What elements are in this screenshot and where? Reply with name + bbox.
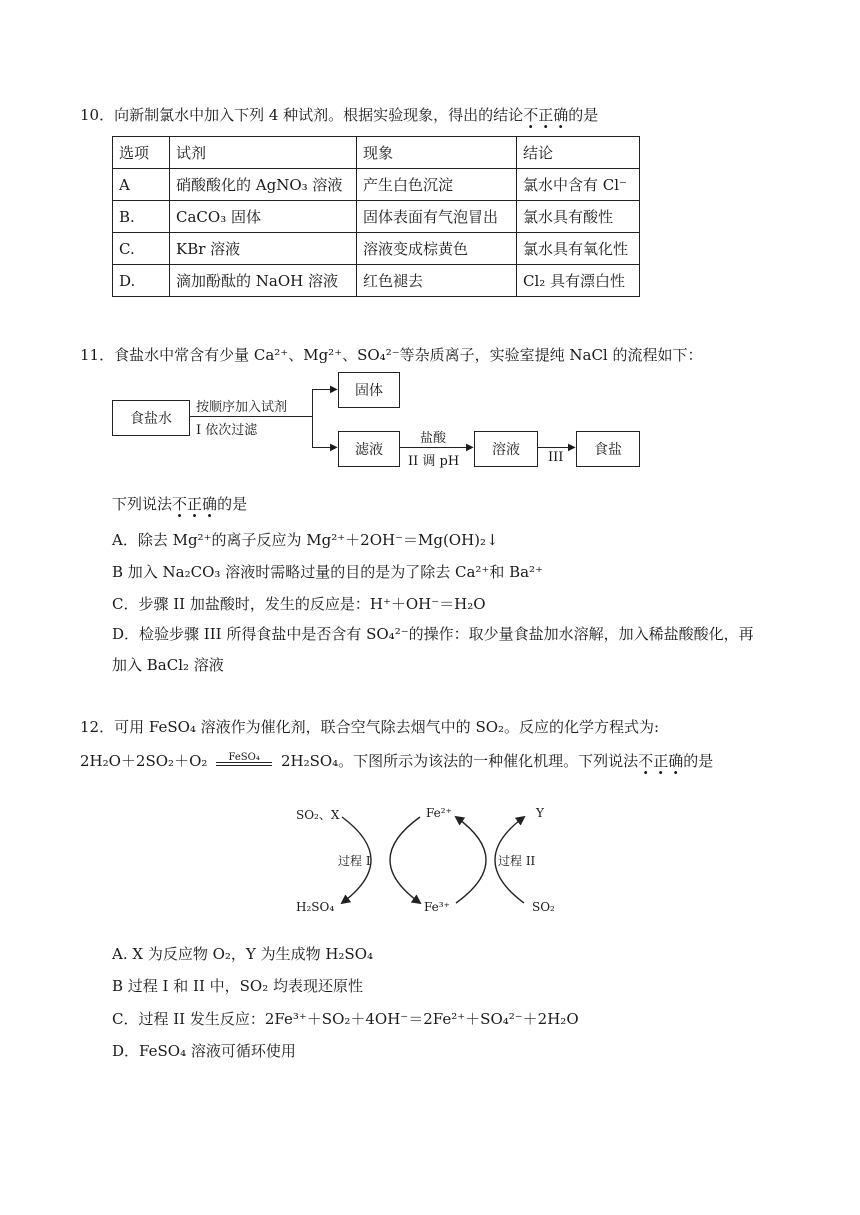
flow-line — [190, 416, 312, 417]
stem-text: 的是 — [568, 106, 599, 124]
option-c: C．过程 II 发生反应：2Fe³⁺＋SO₂＋4OH⁻＝2Fe²⁺＋SO₄²⁻＋2H₂O — [112, 1010, 579, 1028]
question-10-stem — [80, 104, 598, 125]
emphasis-char: 不 — [638, 752, 654, 770]
flow-step2-label: 盐酸 — [420, 431, 447, 446]
question-number: 12． — [80, 718, 115, 736]
arrow-right-icon: ▶ — [330, 442, 338, 453]
option-a: A．除去 Mg²⁺的离子反应为 Mg²⁺＋2OH⁻＝Mg(OH)₂↓ — [112, 531, 499, 549]
arrow-right-icon: ▶ — [568, 442, 576, 453]
label-process-2: 过程 II — [498, 854, 536, 868]
table-cell: 产生白色沉淀 — [357, 169, 517, 201]
flow-box-product: 食盐 — [576, 431, 640, 467]
catalyst-label: FeSO₄ — [228, 752, 260, 763]
table-cell: 滴加酚酞的 NaOH 溶液 — [170, 265, 357, 297]
flow-step3-label: III — [548, 450, 564, 465]
option-d: D．FeSO₄ 溶液可循环使用 — [112, 1042, 296, 1060]
stem-text: 可用 FeSO₄ 溶液作为催化剂，联合空气除去烟气中的 SO₂。反应的化学方程式为: — [114, 718, 660, 736]
option-b: B 过程 I 和 II 中，SO₂ 均表现还原性 — [112, 977, 363, 995]
arrow-right-icon: ▶ — [466, 442, 474, 453]
label-y: Y — [536, 806, 544, 820]
label-fe3: Fe³⁺ — [424, 900, 450, 914]
flow-step2-label: II 调 pH — [408, 454, 460, 469]
equation-right: 2H₂SO₄。下图所示为该法的一种催化机理。下列说法 — [280, 752, 639, 770]
emphasis-char: 正 — [187, 495, 203, 513]
emphasis-char: 确 — [553, 106, 569, 124]
question-11-stem — [80, 344, 703, 365]
emphasis-char: 确 — [668, 752, 684, 770]
question-12-stem — [80, 716, 659, 737]
header-cell: 现象 — [357, 137, 517, 169]
flow-step1-label: I 依次过滤 — [196, 423, 258, 438]
option-c: C．步骤 II 加盐酸时，发生的反应是：H⁺＋OH⁻＝H₂O — [112, 595, 486, 613]
emphasis-char: 不 — [172, 495, 188, 513]
question-number: 11． — [80, 346, 115, 364]
stem-text: 的是 — [217, 495, 248, 513]
table-header-row — [113, 137, 640, 169]
table-cell: 氯水具有氧化性 — [517, 233, 640, 265]
table-cell: 溶液变成棕黄色 — [357, 233, 517, 265]
question-11-ask — [112, 493, 247, 514]
option-a: A. X 为反应物 O₂，Y 为生成物 H₂SO₄ — [112, 945, 374, 963]
stem-text: 向新制氯水中加入下列 4 种试剂。根据实验现象，得出的结论 — [114, 106, 524, 124]
option-d: D．检验步骤 III 所得食盐中是否含有 SO₄²⁻的操作：取少量食盐加水溶解，加入稀盐酸酸化，再 — [112, 625, 754, 643]
table-cell: CaCO₃ 固体 — [170, 201, 357, 233]
emphasis-char: 确 — [202, 495, 218, 513]
option-d-continued: 加入 BaCl₂ 溶液 — [112, 656, 224, 674]
table-cell: C. — [113, 233, 170, 265]
table-row — [113, 265, 640, 297]
question-12-equation — [80, 750, 713, 771]
table-row — [113, 169, 640, 201]
label-so2: SO₂ — [532, 900, 555, 914]
label-so2-x: SO₂、X — [296, 808, 340, 822]
flow-box-solution: 溶液 — [474, 431, 538, 467]
flow-line — [400, 447, 470, 448]
emphasis-char: 正 — [653, 752, 669, 770]
flow-line — [312, 389, 313, 448]
stem-text: 食盐水中常含有少量 Ca²⁺、Mg²⁺、SO₄²⁻等杂质离子，实验室提纯 NaCl 的流程如下： — [114, 346, 703, 364]
table-row — [113, 201, 640, 233]
table-cell: B. — [113, 201, 170, 233]
table-cell: 氯水具有酸性 — [517, 201, 640, 233]
arrow-right-icon: ▶ — [330, 384, 338, 395]
table-cell: 固体表面有气泡冒出 — [357, 201, 517, 233]
table-cell: D. — [113, 265, 170, 297]
equation-left: 2H₂O＋2SO₂＋O₂ — [80, 752, 208, 770]
reagent-table — [112, 136, 640, 297]
table-cell: A — [113, 169, 170, 201]
emphasis-char: 不 — [523, 106, 539, 124]
table-cell: Cl₂ 具有漂白性 — [517, 265, 640, 297]
flow-step1-label: 按顺序加入试剂 — [196, 400, 288, 415]
flow-box-solid: 固体 — [338, 372, 400, 408]
flow-box-filtrate: 滤液 — [338, 431, 400, 467]
table-cell: 红色褪去 — [357, 265, 517, 297]
label-h2so4: H₂SO₄ — [296, 900, 335, 914]
table-row — [113, 233, 640, 265]
header-cell: 选项 — [113, 137, 170, 169]
table-cell: 硝酸酸化的 AgNO₃ 溶液 — [170, 169, 357, 201]
label-process-1: 过程 I — [338, 854, 371, 868]
table-cell: KBr 溶液 — [170, 233, 357, 265]
option-b: B 加入 Na₂CO₃ 溶液时需略过量的目的是为了除去 Ca²⁺和 Ba²⁺ — [112, 563, 543, 581]
emphasis-char: 正 — [538, 106, 554, 124]
stem-text: 的是 — [683, 752, 714, 770]
flow-line — [538, 447, 572, 448]
question-number: 10． — [80, 106, 115, 124]
label-fe2: Fe²⁺ — [426, 806, 452, 820]
table-cell: 氯水中含有 Cl⁻ — [517, 169, 640, 201]
flow-box-start: 食盐水 — [112, 400, 190, 436]
header-cell: 试剂 — [170, 137, 357, 169]
header-cell: 结论 — [517, 137, 640, 169]
stem-text: 下列说法 — [112, 495, 173, 513]
